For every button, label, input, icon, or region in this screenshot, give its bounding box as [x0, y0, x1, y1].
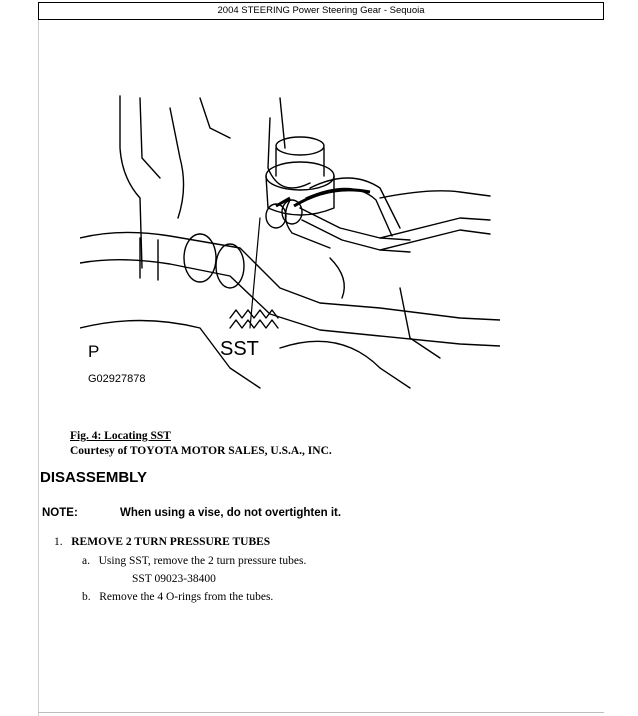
- step-number: 1.: [54, 536, 63, 548]
- caption-courtesy: Courtesy of TOYOTA MOTOR SALES, U.S.A., INC.: [70, 445, 332, 457]
- substep-sst: [132, 573, 216, 585]
- note-label: NOTE:: [42, 507, 78, 519]
- steering-gear-illustration: [80, 88, 500, 398]
- page-header: [38, 2, 604, 20]
- figure-label-p: P: [88, 342, 100, 361]
- header-title: 2004 STEERING Power Steering Gear - Sequoia: [217, 5, 425, 16]
- substep-marker: b.: [82, 591, 91, 603]
- left-margin-rule: [38, 20, 39, 716]
- section-heading: DISASSEMBLY: [40, 469, 147, 486]
- substep-a: [82, 555, 306, 567]
- substep-text: Remove the 4 O-rings from the tubes.: [99, 591, 274, 603]
- step-title: REMOVE 2 TURN PRESSURE TUBES: [71, 536, 271, 548]
- page-bottom-rule: [38, 712, 604, 713]
- caption-title: Fig. 4: Locating SST: [70, 430, 171, 442]
- substep-text: SST 09023-38400: [132, 573, 216, 585]
- substep-marker: a.: [82, 555, 90, 567]
- step-1: [54, 536, 270, 548]
- substep-text: Using SST, remove the 2 turn pressure tubes.: [98, 555, 307, 567]
- figure-code: G02927878: [88, 373, 146, 385]
- figure-caption: [70, 429, 332, 459]
- note-text: When using a vise, do not overtighten it.: [120, 507, 342, 519]
- figure-label-sst: SST: [220, 338, 259, 360]
- substep-b: [82, 591, 273, 603]
